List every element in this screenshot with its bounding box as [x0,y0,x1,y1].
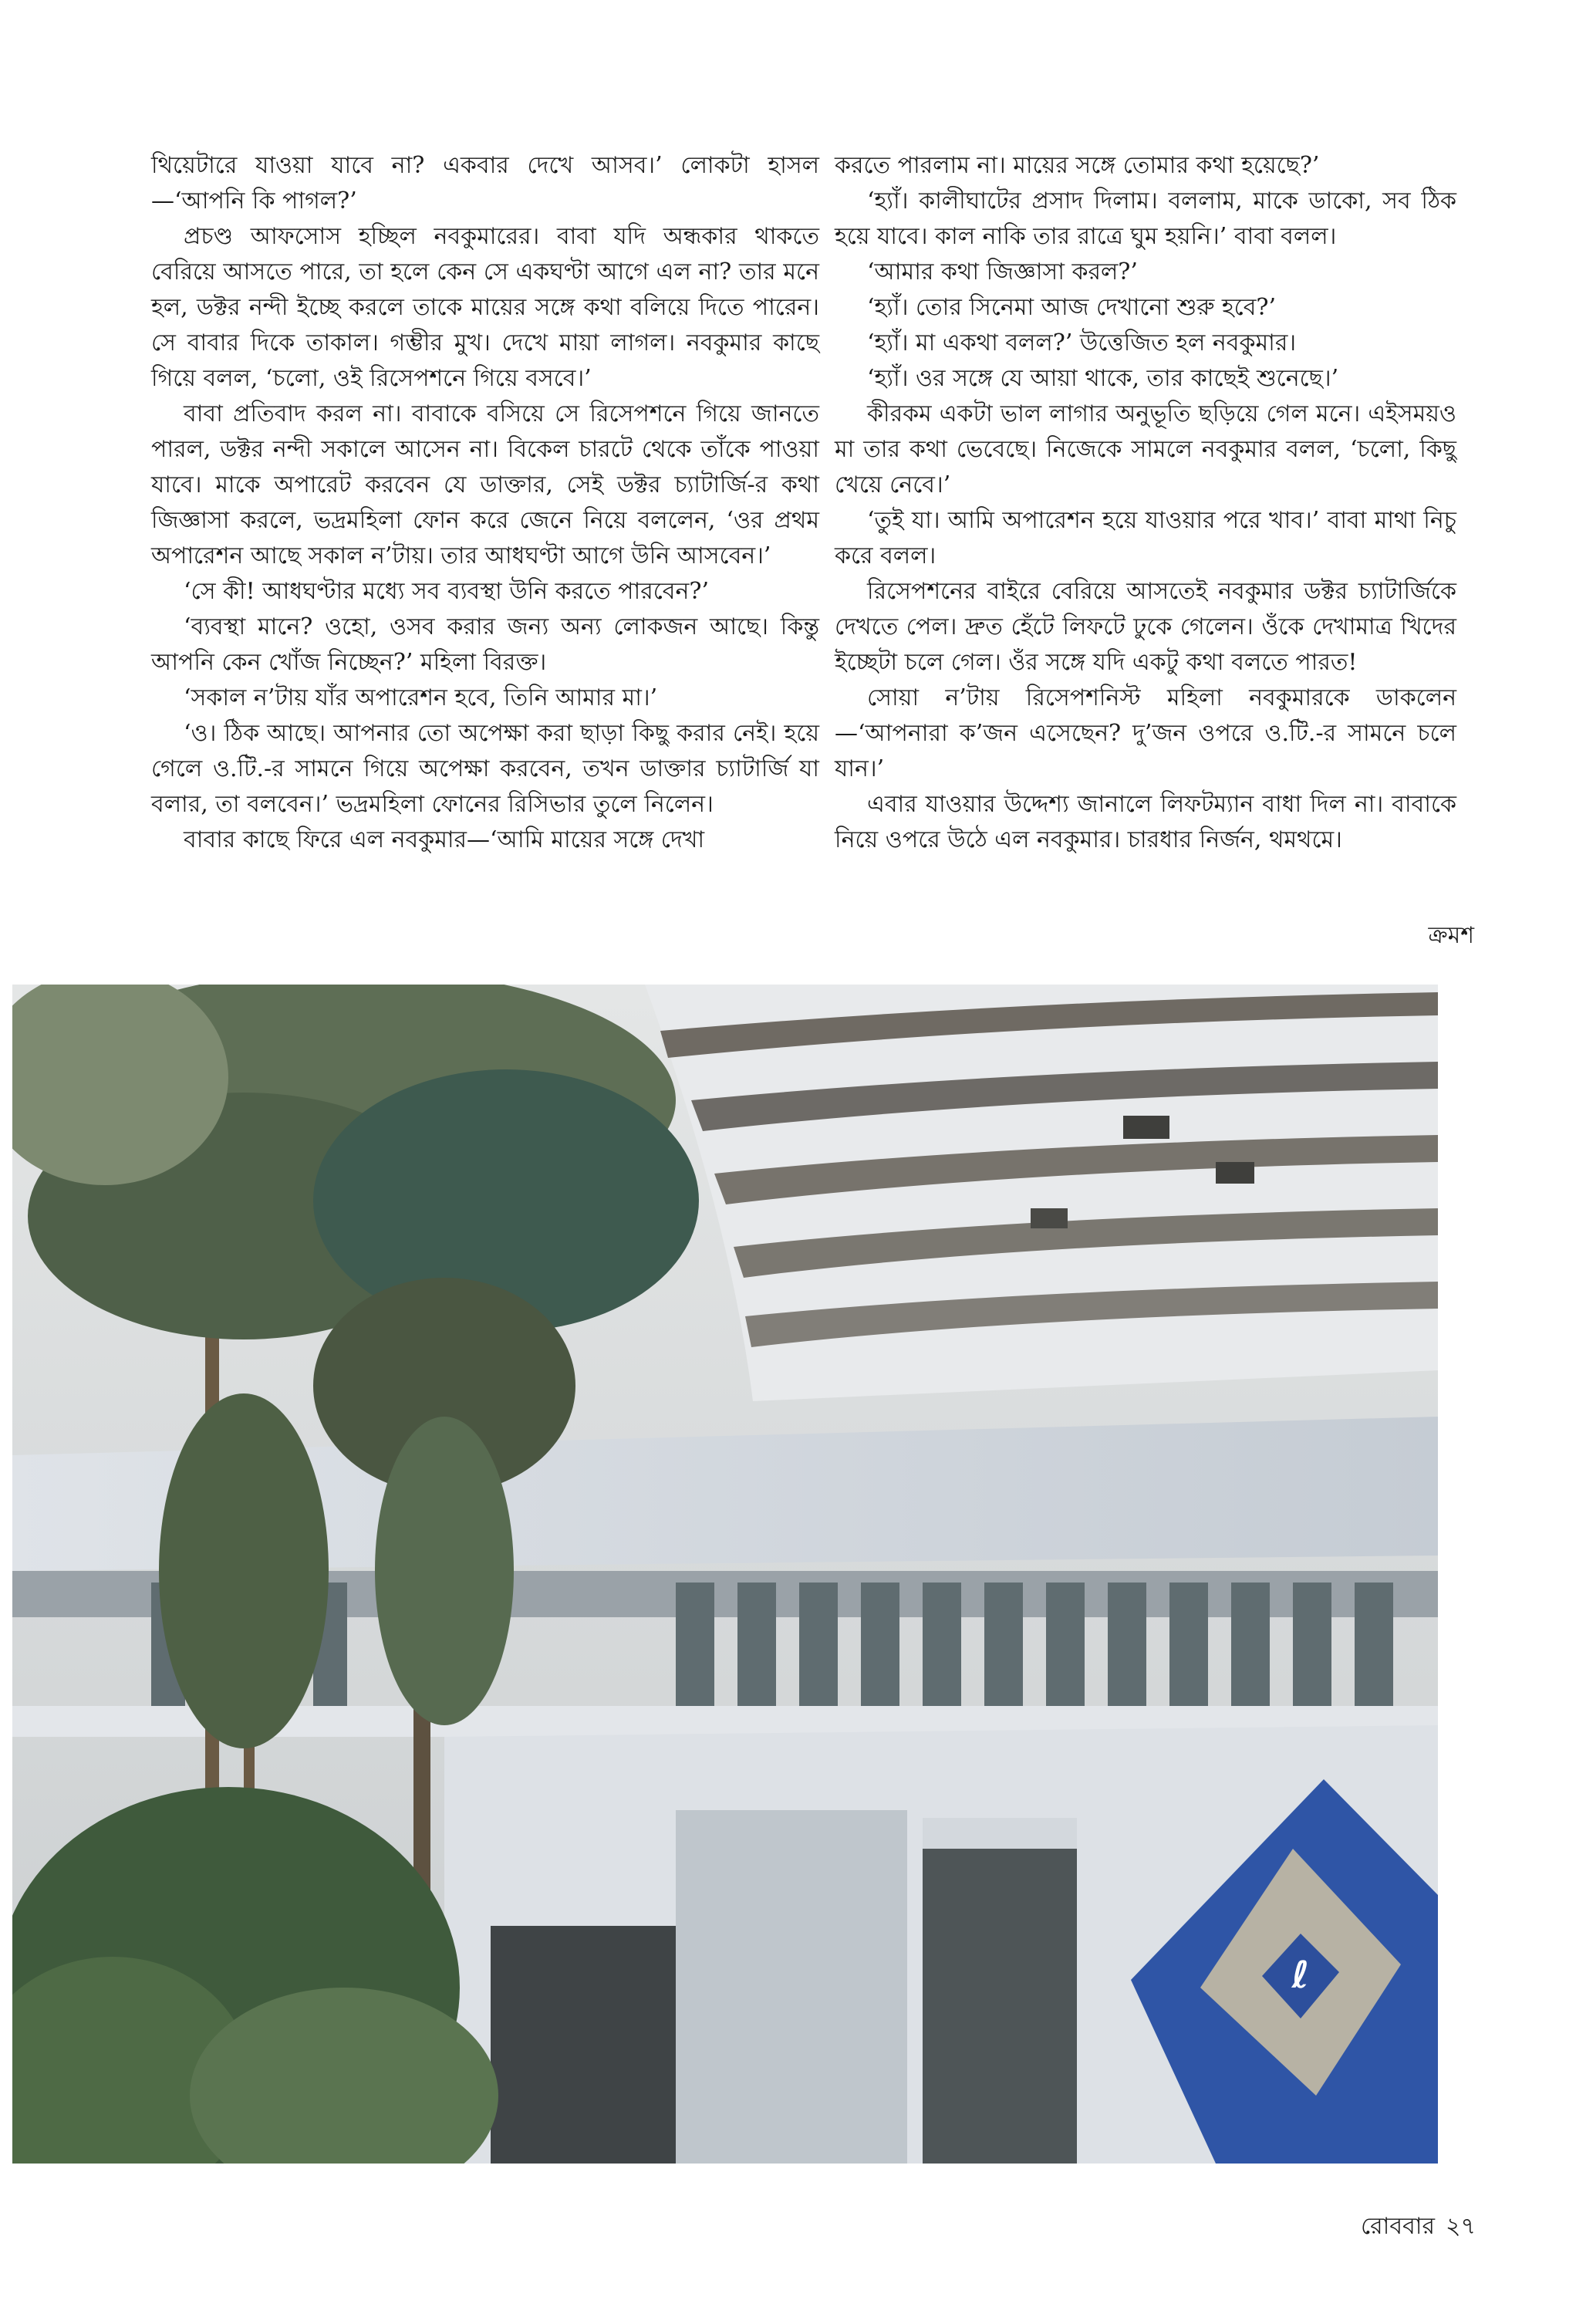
paragraph: ‘ব্যবস্থা মানে? ওহো, ওসব করার জন্য অন্য লোকজন আছে। কিন্তু আপনি কেন খোঁজ নিচ্ছেন?’ মহিলা বিরক্ত। [151,613,819,676]
paragraph: ‘আমার কথা জিজ্ঞাসা করল?’ [867,258,1138,285]
paragraph: ‘সকাল ন’টায় যাঁর অপারেশন হবে, তিনি আমার মা।’ [184,684,658,711]
tower [645,985,1438,1401]
story-column-left [151,148,819,858]
paragraph: ‘তুই যা। আমি অপারেশন হয়ে যাওয়ার পরে খাব।’ বাবা মাথা নিচু করে বলল। [835,507,1456,569]
paragraph: বাবা প্রতিবাদ করল না। বাবাকে বসিয়ে সে রিসেপশনে গিয়ে জানতে পারল, ডক্টর নন্দী সকালে আসেন না। বিকেল চারটে থেকে তাঁকে পাওয়া যাবে। মাকে অপারেট করবেন যে ডাক্তার, সেই ডক্টর চ্যাটার্জি-র কথা জিজ্ঞাসা করলে, ভদ্রমহিলা ফোন করে জেনে নিয়ে বললেন, ‘ওর প্রথম অপারেশন আছে সকাল ন’টায়। তার আধঘণ্টা আগে উনি আসবেন।’ [151,400,819,569]
paragraph: থিয়েটারে যাওয়া যাবে না? একবার দেখে আসব।’ লোকটা হাসল—‘আপনি কি পাগল?’ [151,152,819,214]
paragraph: ‘সে কী! আধঘণ্টার মধ্যে সব ব্যবস্থা উনি করতে পারবেন?’ [184,578,710,605]
paragraph: রিসেপশনের বাইরে বেরিয়ে আসতেই নবকুমার ডক্টর চ্যাটার্জিকে দেখতে পেল। দ্রুত হেঁটে লিফটে ঢুকে গেলেন। ওঁকে দেখামাত্র খিদের ইচ্ছেটা চলে গেল। ওঁর সঙ্গে যদি একটু কথা বলতে পারত! [835,578,1456,676]
continued-label: ক্রমশ [1428,922,1474,949]
hospital-building-illustration [12,985,1438,2164]
paragraph: ‘হ্যাঁ। তোর সিনেমা আজ দেখানো শুরু হবে?’ [867,294,1277,321]
paragraph: ‘ও। ঠিক আছে। আপনার তো অপেক্ষা করা ছাড়া কিছু করার নেই। হয়ে গেলে ও.টি.-র সামনে গিয়ে অপেক্ষা করবেন, তখন ডাক্তার চ্যাটার্জি যা বলার, তা বলবেন।’ ভদ্রমহিলা ফোনের রিসিভার তুলে নিলেন। [151,720,819,818]
sign-glyph: ℓ [1291,1954,1310,1997]
paragraph: ‘হ্যাঁ। ওর সঙ্গে যে আয়া থাকে, তার কাছেই শুনেছে।’ [867,365,1339,392]
paragraph: কীরকম একটা ভাল লাগার অনুভূতি ছড়িয়ে গেল মনে। এইসময়ও মা তার কথা ভেবেছে। নিজেকে সামলে নবকুমার বলল, ‘চলো, কিছু খেয়ে নেবে।’ [835,400,1456,498]
paragraph: বাবার কাছে ফিরে এল নবকুমার—‘আমি মায়ের সঙ্গে দেখা [184,826,705,853]
page-number: ২৭ [1445,2213,1476,2240]
page-footer [1350,2211,1476,2242]
magazine-name: রোববার [1361,2213,1435,2240]
paragraph: প্রচণ্ড আফসোস হচ্ছিল নবকুমারের। বাবা যদি অন্ধকার থাকতে বেরিয়ে আসতে পারে, তা হলে কেন সে একঘণ্টা আগে এল না? তার মনে হল, ডক্টর নন্দী ইচ্ছে করলে তাকে মায়ের সঙ্গে কথা বলিয়ে দিতে পারেন। সে বাবার দিকে তাকাল। গম্ভীর মুখ। দেখে মায়া লাগল। নবকুমার কাছে গিয়ে বলল, ‘চলো, ওই রিসেপশনে গিয়ে বসবে।’ [151,223,819,392]
paragraph: করতে পারলাম না। মায়ের সঙ্গে তোমার কথা হয়েছে?’ [835,152,1320,179]
story-column-right [835,148,1456,858]
paragraph: সোয়া ন’টায় রিসেপশনিস্ট মহিলা নবকুমারকে ডাকলেন—‘আপনারা ক’জন এসেছেন? দু’জন ওপরে ও.টি.-র সামনে চলে যান।’ [835,684,1456,782]
paragraph: ‘হ্যাঁ। কালীঘাটের প্রসাদ দিলাম। বললাম, মাকে ডাকো, সব ঠিক হয়ে যাবে। কাল নাকি তার রাত্রে ঘুম হয়নি।’ বাবা বলল। [835,187,1456,250]
paragraph: এবার যাওয়ার উদ্দেশ্য জানালে লিফটম্যান বাধা দিল না। বাবাকে নিয়ে ওপরে উঠে এল নবকুমার। চারধার নির্জন, থমথমে। [835,791,1456,853]
paragraph: ‘হ্যাঁ। মা একথা বলল?’ উত্তেজিত হল নবকুমার। [867,329,1297,356]
illustration-svg [12,985,1438,2164]
